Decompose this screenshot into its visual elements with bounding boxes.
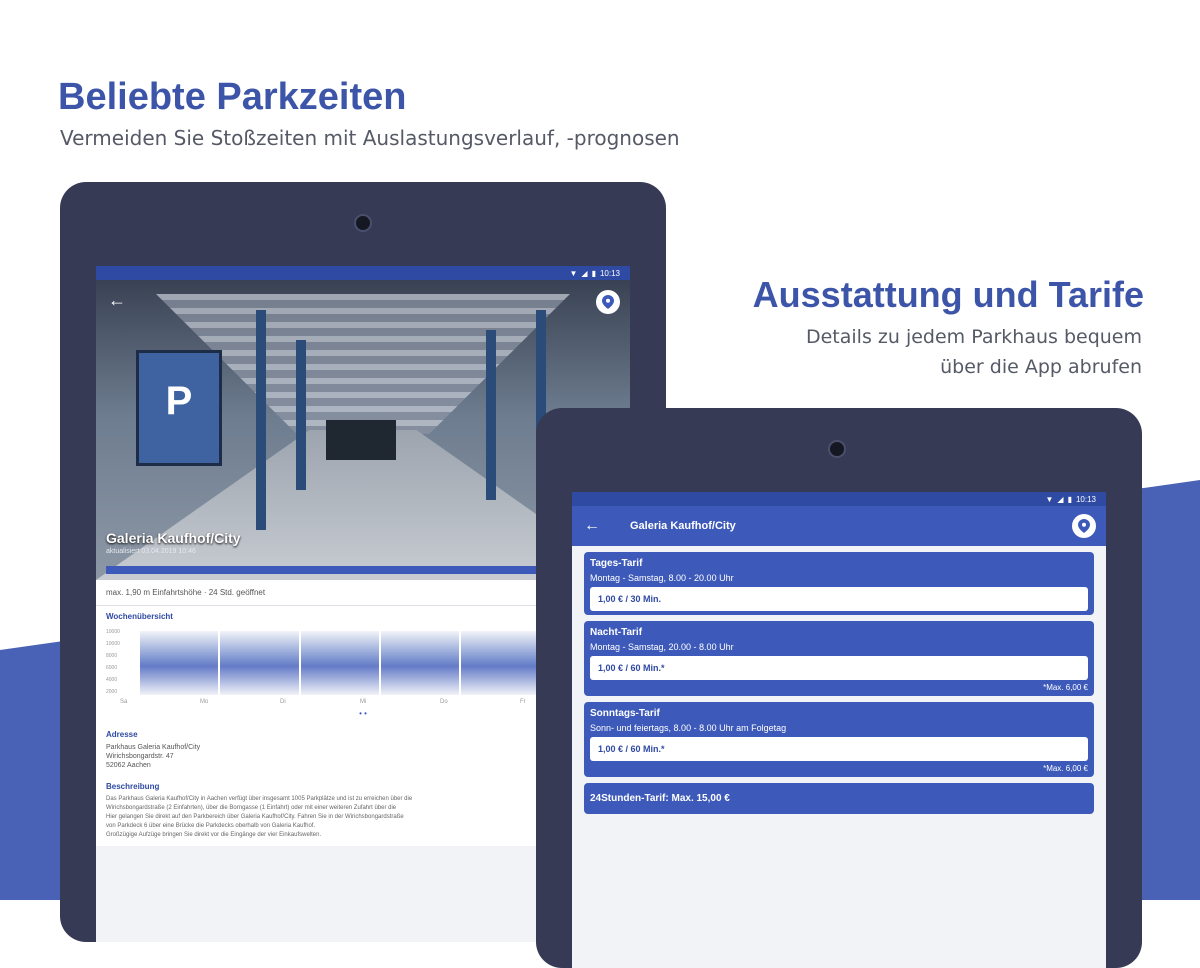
x-tick-label: Sa <box>120 699 128 705</box>
description-line: Das Parkhaus Galeria Kaufhof/City in Aachen verfügt über insgesamt 1005 Parkplätze und ist zu erreichen über die <box>106 796 413 802</box>
tariff-name: 24Stunden-Tarif: Max. 15,00 € <box>590 793 730 804</box>
camera-dot <box>354 214 372 232</box>
app-bar <box>572 506 1106 546</box>
tariff-name: Nacht-Tarif <box>590 627 643 638</box>
signal-icon: ◢ <box>1057 494 1064 504</box>
address-line: 52062 Aachen <box>106 762 151 769</box>
updated-text: aktualisiert 03.04.2019 10:46 <box>106 548 196 555</box>
tariff-note: *Max. 6,00 € <box>1043 683 1088 692</box>
subline-popular-times: Vermeiden Sie Stoßzeiten mit Auslastungsverlauf, -prognosen <box>60 126 680 150</box>
parking-sign: P <box>136 350 222 466</box>
back-arrow-icon[interactable]: ← <box>584 517 600 534</box>
day-band <box>381 631 459 695</box>
description-line: Hier gelangen Sie direkt auf den Parkbereich über Galeria Kaufhof/City. Fahren Sie in der Wirichsbongardstraße <box>106 814 404 820</box>
tariff-hours: Montag - Samstag, 8.00 - 20.00 Uhr <box>590 573 734 583</box>
back-arrow-icon[interactable]: ← <box>108 290 126 310</box>
x-tick-label: Do <box>440 699 448 705</box>
y-tick-label: 8000 <box>106 653 118 659</box>
tariff-card[interactable] <box>584 702 1094 777</box>
app-bar-title: Galeria Kaufhof/City <box>630 520 736 532</box>
description-title: Beschreibung <box>106 782 160 791</box>
page-indicator: • • <box>359 709 367 718</box>
headline-popular-times: Beliebte Parkzeiten <box>58 76 407 118</box>
signal-icon: ◢ <box>581 268 588 278</box>
battery-icon: ▮ <box>1067 494 1072 504</box>
address-line: Wirichsbongardstr. 47 <box>106 753 174 760</box>
y-tick-label: 2000 <box>106 689 118 695</box>
tariff-hours: Sonn- und feiertags, 8.00 - 8.00 Uhr am Folgetag <box>590 723 787 733</box>
day-band <box>140 631 218 695</box>
camera-dot <box>828 440 846 458</box>
status-time: 10:13 <box>1075 494 1096 504</box>
tariff-price: 1,00 € / 30 Min. <box>590 587 1088 611</box>
subline-line: Details zu jedem Parkhaus bequem <box>805 326 1142 348</box>
address-title: Adresse <box>106 730 138 739</box>
x-tick-label: Fr <box>520 699 526 705</box>
tariff-name: Tages-Tarif <box>590 558 643 569</box>
y-tick-label: 10000 <box>106 641 120 647</box>
battery-icon: ▮ <box>591 268 596 278</box>
weekly-title: Wochenübersicht <box>106 612 173 621</box>
x-tick-label: Mi <box>360 699 367 705</box>
x-tick-label: Di <box>280 699 286 705</box>
y-tick-label: 6000 <box>106 665 118 671</box>
headline-equipment-tariffs: Ausstattung und Tarife <box>752 274 1144 315</box>
info-line: max. 1,90 m Einfahrtshöhe · 24 Std. geöffnet <box>96 580 630 606</box>
tariff-hours: Montag - Samstag, 20.00 - 8.00 Uhr <box>590 642 734 652</box>
tariff-card[interactable] <box>584 621 1094 696</box>
status-bar <box>96 266 630 280</box>
y-tick-label: 4000 <box>106 677 118 683</box>
status-time: 10:13 <box>599 268 620 278</box>
address-line: Parkhaus Galeria Kaufhof/City <box>106 744 201 751</box>
location-pin-icon[interactable] <box>1072 514 1096 538</box>
tariff-screen <box>572 492 1106 968</box>
subline-equipment-tariffs <box>806 322 1142 382</box>
y-tick-label: 10000 <box>106 629 120 635</box>
description-line: Wirichsbongardstraße (2 Einfahrten), über die Borngasse (1 Einfahrt) oder mit einer weiteren Zufahrt über die <box>106 805 397 811</box>
description-line: Großzügige Aufzüge bringen Sie direkt vor die Eingänge der vier Einkaufswelten. <box>106 832 322 838</box>
tariff-name: Sonntags-Tarif <box>590 708 660 719</box>
wifi-icon: ▼ <box>1045 494 1054 504</box>
day-band <box>301 631 379 695</box>
wifi-icon: ▼ <box>569 268 578 278</box>
tariff-price: 1,00 € / 60 Min.* <box>590 656 1088 680</box>
tariff-note: *Max. 6,00 € <box>1043 764 1088 773</box>
garage-name: Galeria Kaufhof/City <box>106 530 241 546</box>
tariff-card[interactable] <box>584 783 1094 814</box>
occupancy-fill <box>106 566 551 574</box>
subline-line: über die App abrufen <box>940 356 1142 378</box>
tariff-card[interactable] <box>584 552 1094 615</box>
day-band <box>461 631 539 695</box>
tariff-price: 1,00 € / 60 Min.* <box>590 737 1088 761</box>
x-tick-label: Mo <box>200 699 209 705</box>
location-pin-icon[interactable] <box>596 290 620 314</box>
tablet-tariffs <box>536 408 1142 968</box>
description-line: von Parkdeck 6 über eine Brücke die Parkdecks oberhalb von Galeria Kaufhof. <box>106 823 316 829</box>
day-band <box>220 631 298 695</box>
status-bar <box>572 492 1106 506</box>
